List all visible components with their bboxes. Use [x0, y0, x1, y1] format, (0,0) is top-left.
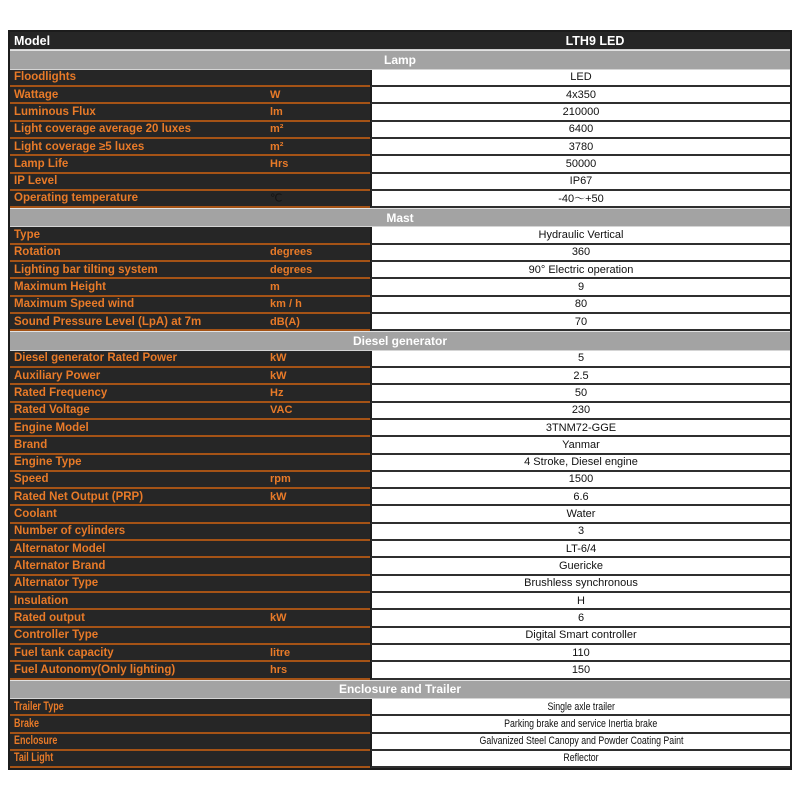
spec-unit: kW	[270, 611, 287, 624]
spec-value: -40～+50	[558, 193, 604, 206]
spec-row-left	[10, 489, 370, 506]
spec-row-fuel-autonomy-only-lighting	[10, 662, 790, 679]
spec-label: Tail Light	[14, 752, 54, 765]
spec-value: 6.6	[573, 490, 589, 503]
spec-row-light-coverage-average-20-luxes	[10, 122, 790, 139]
spec-row-left	[10, 368, 370, 385]
spec-value: Hydraulic Vertical	[538, 229, 624, 242]
spec-row-insulation	[10, 593, 790, 610]
spec-label: Brand	[14, 438, 48, 451]
spec-label: Trailer Type	[14, 700, 64, 713]
spec-row-value-cell	[370, 403, 790, 420]
spec-row-left	[10, 455, 370, 472]
spec-row-value-cell	[370, 297, 790, 314]
spec-row-enclosure	[10, 734, 790, 751]
spec-label: Wattage	[14, 88, 59, 101]
spec-unit: m	[270, 281, 280, 294]
spec-row-value-cell	[370, 576, 790, 593]
spec-row-brake	[10, 716, 790, 733]
spec-value: 1500	[568, 473, 594, 486]
spec-value: 4x350	[566, 88, 596, 101]
spec-row-brand	[10, 437, 790, 454]
spec-unit: kW	[270, 490, 287, 503]
spec-value: 4 Stroke, Diesel engine	[524, 456, 638, 469]
spec-label: Floodlights	[14, 71, 76, 84]
spec-row-value-cell	[370, 734, 790, 751]
spec-row-value-cell	[370, 751, 790, 768]
spec-value: Guericke	[558, 560, 604, 573]
spec-row-value-cell	[370, 385, 790, 402]
spec-label: Auxiliary Power	[14, 369, 101, 382]
spec-row-value-cell	[370, 716, 790, 733]
spec-row-left	[10, 156, 370, 173]
spec-unit: degrees	[270, 263, 313, 276]
spec-row-value-cell	[370, 87, 790, 104]
spec-row-rated-output	[10, 610, 790, 627]
spec-row-left	[10, 558, 370, 575]
spec-row-left	[10, 87, 370, 104]
spec-row-rated-voltage	[10, 403, 790, 420]
spec-row-value-cell	[370, 139, 790, 156]
spec-value: Galvanized Steel Canopy and Powder Coating Paint	[479, 735, 683, 748]
spec-value: 50	[574, 386, 588, 399]
section-header-lamp	[10, 50, 790, 69]
spec-row-left	[10, 751, 370, 768]
spec-row-ip-level	[10, 174, 790, 191]
spec-label: Light coverage average 20 luxes	[14, 123, 192, 136]
spec-value: 90° Electric operation	[528, 263, 634, 276]
spec-row-left	[10, 716, 370, 733]
section-header-mast	[10, 208, 790, 227]
spec-value: 9	[577, 281, 585, 294]
spec-row-value-cell	[370, 351, 790, 368]
spec-row-lamp-life	[10, 156, 790, 173]
spec-row-value-cell	[370, 245, 790, 262]
spec-unit: lm	[270, 105, 283, 118]
spec-row-value-cell	[370, 368, 790, 385]
spec-row-lighting-bar-tilting-system	[10, 262, 790, 279]
section-header-enclosure-and-trailer	[10, 680, 790, 699]
spec-unit: km / h	[270, 298, 302, 311]
model-value: LTH9 LED	[565, 33, 625, 48]
spec-unit: Hz	[270, 386, 284, 399]
spec-value: 3780	[568, 140, 594, 153]
spec-row-value-cell	[370, 593, 790, 610]
spec-row-left	[10, 174, 370, 191]
section-title: Mast	[386, 210, 414, 225]
spec-label: Diesel generator Rated Power	[14, 352, 177, 365]
spec-label: Number of cylinders	[14, 525, 126, 538]
spec-row-controller-type	[10, 628, 790, 645]
spec-row-rotation	[10, 245, 790, 262]
spec-unit: m²	[270, 123, 284, 136]
spec-row-auxiliary-power	[10, 368, 790, 385]
spec-row-left	[10, 576, 370, 593]
spec-value: Parking brake and service Inertia brake	[504, 717, 658, 730]
spec-row-alternator-model	[10, 541, 790, 558]
spec-value: 2.5	[573, 369, 589, 382]
spec-row-left	[10, 472, 370, 489]
spec-value: IP67	[569, 175, 593, 188]
spec-row-value-cell	[370, 628, 790, 645]
spec-label: Lamp Life	[14, 157, 69, 170]
spec-label: Rated Frequency	[14, 386, 108, 399]
section-title: Lamp	[383, 52, 416, 67]
spec-unit: kW	[270, 369, 287, 382]
spec-value: 150	[571, 663, 591, 676]
spec-unit: litre	[270, 646, 291, 659]
spec-row-value-cell	[370, 227, 790, 244]
spec-row-left	[10, 297, 370, 314]
spec-row-value-cell	[370, 472, 790, 489]
spec-row-left	[10, 122, 370, 139]
spec-value: 360	[571, 246, 591, 259]
spec-row-value-cell	[370, 262, 790, 279]
spec-row-value-cell	[370, 70, 790, 87]
spec-unit: ℃	[270, 192, 283, 205]
spec-row-left	[10, 610, 370, 627]
spec-row-left	[10, 351, 370, 368]
spec-label: Lighting bar tilting system	[14, 263, 158, 276]
spec-unit: hrs	[270, 663, 288, 676]
spec-row-fuel-tank-capacity	[10, 645, 790, 662]
spec-row-value-cell	[370, 541, 790, 558]
spec-value: 110	[572, 646, 590, 659]
spec-label: Speed	[14, 473, 49, 486]
spec-row-left	[10, 262, 370, 279]
spec-label: Operating temperature	[14, 192, 138, 205]
model-row	[10, 32, 790, 50]
spec-row-tail-light	[10, 751, 790, 768]
spec-unit: W	[270, 88, 281, 101]
spec-value: Digital Smart controller	[525, 629, 637, 642]
spec-label: Fuel tank capacity	[14, 646, 114, 659]
spec-label: Controller Type	[14, 629, 99, 642]
spec-value: LT-6/4	[565, 542, 597, 555]
spec-label: Sound Pressure Level (LpA) at 7m	[14, 315, 202, 328]
spec-row-coolant	[10, 506, 790, 523]
spec-row-left	[10, 245, 370, 262]
spec-row-rated-frequency	[10, 385, 790, 402]
spec-unit: dB(A)	[270, 315, 300, 328]
spec-row-sound-pressure-level-lpa-at-7m	[10, 314, 790, 331]
spec-value: LED	[570, 71, 592, 84]
spec-unit: m²	[270, 140, 284, 153]
spec-row-number-of-cylinders	[10, 524, 790, 541]
spec-value: 70	[574, 315, 588, 328]
spec-row-value-cell	[370, 104, 790, 121]
spec-table	[8, 30, 792, 770]
spec-row-value-cell	[370, 174, 790, 191]
spec-row-value-cell	[370, 191, 790, 208]
spec-value: 5	[577, 352, 585, 365]
spec-label: Insulation	[14, 594, 69, 607]
spec-row-value-cell	[370, 524, 790, 541]
spec-row-luminous-flux	[10, 104, 790, 121]
spec-row-left	[10, 70, 370, 87]
spec-row-left	[10, 699, 370, 716]
spec-row-value-cell	[370, 420, 790, 437]
spec-row-alternator-type	[10, 576, 790, 593]
spec-row-speed	[10, 472, 790, 489]
spec-label: Maximum Speed wind	[14, 298, 135, 311]
spec-row-value-cell	[370, 489, 790, 506]
spec-value: Single axle trailer	[547, 700, 615, 713]
spec-row-left	[10, 104, 370, 121]
spec-label: Coolant	[14, 508, 57, 521]
spec-label: Engine Model	[14, 421, 89, 434]
spec-row-left	[10, 279, 370, 296]
spec-value: 230	[571, 404, 591, 417]
spec-label: Rated Voltage	[14, 404, 90, 417]
spec-value: Yanmar	[562, 438, 600, 451]
spec-label: Luminous Flux	[14, 105, 96, 118]
spec-row-left	[10, 437, 370, 454]
spec-row-left	[10, 227, 370, 244]
section-header-diesel-generator	[10, 331, 790, 350]
spec-unit: rpm	[270, 473, 291, 486]
spec-label: Alternator Type	[14, 577, 99, 590]
spec-value: 3TNM72-GGE	[545, 421, 617, 434]
spec-row-left	[10, 314, 370, 331]
spec-row-left	[10, 506, 370, 523]
spec-row-value-cell	[370, 558, 790, 575]
spec-row-left	[10, 734, 370, 751]
spec-label: Rated Net Output (PRP)	[14, 490, 144, 503]
spec-row-value-cell	[370, 122, 790, 139]
spec-label: Maximum Height	[14, 281, 107, 294]
spec-row-value-cell	[370, 279, 790, 296]
spec-value: H	[577, 594, 585, 607]
spec-value: Brushless synchronous	[524, 577, 638, 590]
spec-row-diesel-generator-rated-power	[10, 351, 790, 368]
spec-label: Alternator Brand	[14, 560, 106, 573]
spec-row-left	[10, 191, 370, 208]
spec-row-left	[10, 420, 370, 437]
spec-row-operating-temperature	[10, 191, 790, 208]
spec-row-value-cell	[370, 699, 790, 716]
spec-value: Water	[566, 508, 596, 521]
spec-row-value-cell	[370, 662, 790, 679]
spec-row-floodlights	[10, 70, 790, 87]
spec-value: 6	[577, 611, 585, 624]
spec-row-value-cell	[370, 437, 790, 454]
spec-label: Rotation	[14, 246, 61, 259]
spec-row-value-cell	[370, 610, 790, 627]
spec-unit: kW	[270, 352, 287, 365]
spec-value: 6400	[568, 123, 594, 136]
spec-row-value-cell	[370, 455, 790, 472]
spec-row-left	[10, 403, 370, 420]
spec-row-left	[10, 385, 370, 402]
spec-row-rated-net-output-prp	[10, 489, 790, 506]
spec-row-type	[10, 227, 790, 244]
spec-value: 210000	[562, 105, 600, 118]
model-label: Model	[14, 33, 51, 48]
spec-label: Enclosure	[14, 735, 58, 748]
spec-row-value-cell	[370, 645, 790, 662]
spec-row-engine-type	[10, 455, 790, 472]
spec-unit: degrees	[270, 246, 313, 259]
spec-row-maximum-speed-wind	[10, 297, 790, 314]
spec-row-maximum-height	[10, 279, 790, 296]
spec-row-light-coverage-5-luxes	[10, 139, 790, 156]
spec-row-trailer-type	[10, 699, 790, 716]
spec-label: Type	[14, 229, 40, 242]
spec-row-left	[10, 541, 370, 558]
spec-label: Rated output	[14, 611, 85, 624]
spec-row-left	[10, 524, 370, 541]
spec-row-engine-model	[10, 420, 790, 437]
spec-row-left	[10, 139, 370, 156]
spec-label: Fuel Autonomy(Only lighting)	[14, 663, 176, 676]
spec-row-value-cell	[370, 506, 790, 523]
spec-row-wattage	[10, 87, 790, 104]
spec-label: IP Level	[14, 175, 58, 188]
spec-unit: Hrs	[270, 157, 289, 170]
spec-unit: VAC	[270, 404, 293, 417]
spec-label: Alternator Model	[14, 542, 106, 555]
spec-label: Brake	[14, 717, 39, 730]
spec-label: Light coverage ≥5 luxes	[14, 140, 145, 153]
spec-row-left	[10, 593, 370, 610]
spec-value: 80	[574, 298, 588, 311]
spec-row-left	[10, 645, 370, 662]
spec-row-left	[10, 662, 370, 679]
spec-value: Reflector	[563, 752, 599, 765]
spec-value: 3	[577, 525, 585, 538]
spec-value: 50000	[565, 157, 597, 170]
spec-row-left	[10, 628, 370, 645]
spec-row-value-cell	[370, 314, 790, 331]
spec-row-value-cell	[370, 156, 790, 173]
spec-row-alternator-brand	[10, 558, 790, 575]
spec-label: Engine Type	[14, 456, 82, 469]
section-title: Diesel generator	[352, 333, 448, 348]
section-title: Enclosure and Trailer	[338, 682, 462, 697]
